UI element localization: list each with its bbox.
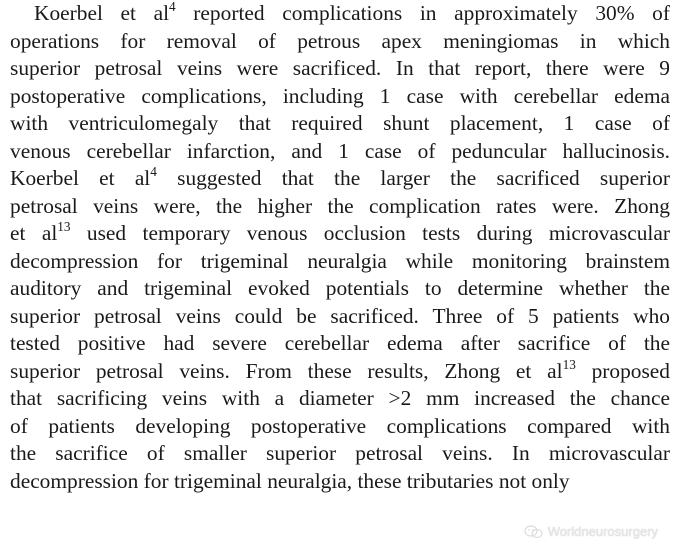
- text-run: Koerbel et al: [34, 1, 170, 25]
- text-line: [10, 110, 670, 138]
- text-run: Koerbel et al: [10, 166, 151, 190]
- text-line: [10, 28, 670, 56]
- citation-superscript: 13: [57, 219, 71, 235]
- text-line: [10, 275, 670, 303]
- text-run: auditory and trigeminal evoked potentials to determine whether the: [10, 276, 670, 300]
- text-run: tested positive had severe cerebellar edema after sacrifice of the: [10, 331, 670, 355]
- watermark-text: Worldneurosurgery: [547, 524, 658, 539]
- watermark: [524, 524, 658, 539]
- text-run: the sacrifice of smaller superior petrosal veins. In microvascular: [10, 441, 670, 465]
- body-paragraph: [10, 0, 670, 495]
- citation-superscript: 4: [150, 164, 157, 180]
- text-line: [10, 330, 670, 358]
- wechat-icon: [524, 525, 544, 539]
- text-line: [10, 358, 670, 386]
- text-line: [10, 138, 670, 166]
- citation-superscript: 13: [562, 356, 576, 372]
- text-run: proposed: [575, 358, 670, 383]
- citation-superscript: 4: [169, 0, 176, 15]
- text-run: decompression for trigeminal neuralgia while monitoring brainstem: [10, 248, 670, 273]
- text-line: [10, 413, 670, 441]
- text-line: [10, 468, 670, 496]
- text-run: suggested that the larger the sacrificed superior: [156, 166, 670, 190]
- text-run: decompression for trigeminal neuralgia, these tributaries not only: [10, 468, 570, 493]
- text-line: [10, 83, 670, 111]
- text-run: superior petrosal veins were sacrificed. In that report, there were 9: [10, 56, 670, 80]
- text-run: used temporary venous occlusion tests during microvascular: [70, 221, 670, 245]
- text-run: with ventriculomegaly that required shunt placement, 1 case of: [10, 111, 670, 135]
- text-run: of patients developing postoperative complications compared with: [10, 413, 670, 438]
- text-line: [10, 0, 670, 28]
- text-run: et al: [10, 221, 58, 245]
- text-line: [10, 303, 670, 331]
- text-run: superior petrosal veins. From these results, Zhong et al: [10, 358, 563, 383]
- text-line: [10, 385, 670, 413]
- text-run: venous cerebellar infarction, and 1 case of peduncular hallucinosis.: [10, 138, 670, 163]
- text-run: reported complications in approximately 30% of: [175, 1, 670, 25]
- text-line: [10, 248, 670, 276]
- text-run: postoperative complications, including 1 case with cerebellar edema: [10, 83, 670, 108]
- text-run: operations for removal of petrous apex meningiomas in which: [10, 28, 670, 53]
- text-line: [10, 440, 670, 468]
- text-line: [10, 220, 670, 248]
- text-line: [10, 193, 670, 221]
- text-run: superior petrosal veins could be sacrificed. Three of 5 patients who: [10, 303, 670, 328]
- text-line: [10, 55, 670, 83]
- text-run: petrosal veins were, the higher the complication rates were. Zhong: [10, 193, 670, 218]
- text-line: [10, 165, 670, 193]
- text-run: that sacrificing veins with a diameter >2 mm increased the chance: [10, 386, 670, 410]
